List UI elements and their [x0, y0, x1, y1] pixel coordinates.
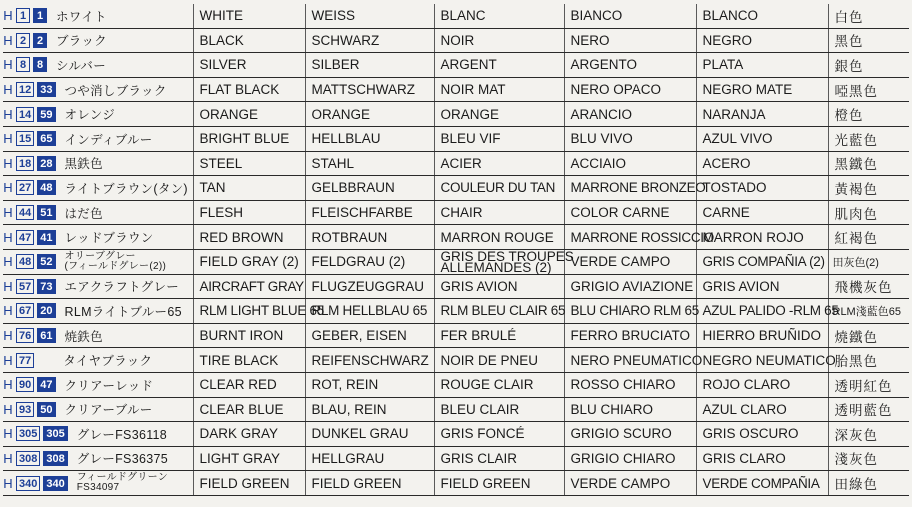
h-code-badge: 12 [16, 82, 34, 97]
h-code-badge: 340 [16, 476, 40, 491]
n-code-badge: 59 [37, 107, 55, 122]
chinese-name: 飛機灰色 [828, 274, 909, 299]
english-name: ORANGE [193, 102, 305, 127]
h-code-badge: 67 [16, 303, 34, 318]
chinese-name: 燒鐵色 [828, 323, 909, 348]
french-name: ROUGE CLAIR [434, 372, 564, 397]
h-prefix: H [3, 328, 13, 344]
french-name: FIELD GREEN [434, 471, 564, 496]
n-code-badge: 308 [43, 451, 67, 466]
japanese-name: インディブルー [64, 132, 153, 147]
color-rows [3, 4, 909, 495]
spanish-name: AZUL CLARO [696, 397, 828, 422]
chinese-name: 啞黑色 [828, 77, 909, 102]
italian-name: COLOR CARNE [564, 200, 696, 225]
japanese-name-line2: (フィールドグレー(2)) [64, 260, 167, 272]
h-prefix: H [3, 32, 13, 48]
italian-name: VERDE CAMPO [564, 249, 696, 274]
color-table [3, 4, 909, 496]
spanish-name: VERDE COMPAÑIA [696, 471, 828, 496]
french-name: GRIS FONCÉ [434, 422, 564, 447]
h-code-badge: 44 [16, 205, 34, 220]
english-name: FIELD GREEN [193, 471, 305, 496]
german-name: WEISS [305, 4, 434, 28]
table-row [3, 4, 909, 28]
french-name: ORANGE [434, 102, 564, 127]
japanese-name: ライトブラウン(タン) [64, 181, 188, 196]
table-row [3, 225, 909, 250]
italian-name: VERDE CAMPO [564, 471, 696, 496]
n-code-badge: 51 [37, 205, 55, 220]
french-name: BLEU VIF [434, 126, 564, 151]
french-name-line1: GRIS DES TROUPES [440, 248, 574, 264]
n-code-badge: 61 [37, 328, 55, 343]
table-row [3, 323, 909, 348]
german-name: DUNKEL GRAU [305, 422, 434, 447]
japanese-name: つや消しブラック [64, 83, 167, 98]
h-code-badge: 305 [16, 426, 40, 441]
japanese-name [59, 252, 167, 272]
german-name: FLUGZEUGGRAU [305, 274, 434, 299]
italian-name: BIANCO [564, 4, 696, 28]
chinese-name: 橙色 [828, 102, 909, 127]
german-name: GEBER, EISEN [305, 323, 434, 348]
code-cell [3, 249, 193, 274]
h-code-badge: 77 [16, 353, 34, 368]
japanese-name: ブラック [56, 34, 107, 49]
h-prefix: H [3, 131, 13, 147]
french-name: CHAIR [434, 200, 564, 225]
french-name: BLANC [434, 4, 564, 28]
h-code-badge: 57 [16, 279, 34, 294]
english-name: RLM LIGHT BLUE 65 [193, 299, 305, 324]
h-prefix: H [3, 205, 13, 221]
h-code-badge: 47 [16, 230, 34, 245]
english-name: BRIGHT BLUE [193, 126, 305, 151]
japanese-name: クリアーレッド [64, 378, 154, 393]
french-name: RLM BLEU CLAIR 65 [434, 299, 564, 324]
code-cell [3, 102, 193, 127]
japanese-name: グレーFS36375 [76, 452, 168, 467]
code-cell [3, 348, 193, 373]
h-prefix: H [3, 377, 13, 393]
table-row [3, 151, 909, 176]
h-code-badge: 14 [16, 107, 34, 122]
chinese-name: 胎黑色 [828, 348, 909, 373]
h-code-badge: 76 [16, 328, 34, 343]
n-code-badge: 1 [33, 8, 47, 23]
chinese-name: 深灰色 [828, 422, 909, 447]
table-row [3, 446, 909, 471]
japanese-name: シルバー [56, 58, 107, 73]
table-row [3, 28, 909, 53]
italian-name: NERO PNEUMATICO [564, 348, 696, 373]
english-name: CLEAR RED [193, 372, 305, 397]
italian-name: FERRO BRUCIATO [564, 323, 696, 348]
german-name: STAHL [305, 151, 434, 176]
english-name: FIELD GRAY (2) [193, 249, 305, 274]
chinese-name: 銀色 [828, 53, 909, 78]
spanish-name: NEGRO [696, 28, 828, 53]
french-name: ACIER [434, 151, 564, 176]
n-code-badge: 2 [33, 33, 47, 48]
h-code-badge: 27 [16, 180, 34, 195]
table-row [3, 397, 909, 422]
n-code-badge: 305 [43, 426, 67, 441]
japanese-name: クリアーブルー [64, 403, 153, 418]
h-prefix: H [3, 82, 13, 98]
english-name: FLESH [193, 200, 305, 225]
italian-name: BLU VIVO [564, 126, 696, 151]
table-row [3, 471, 909, 496]
chinese-name: 透明藍色 [828, 397, 909, 422]
english-name: FLAT BLACK [193, 77, 305, 102]
italian-name: ARANCIO [564, 102, 696, 127]
chinese-name: RLM淺藍色65 [828, 299, 909, 324]
english-name: LIGHT GRAY [193, 446, 305, 471]
english-name: WHITE [193, 4, 305, 28]
english-name: CLEAR BLUE [193, 397, 305, 422]
spanish-name: NEGRO MATE [696, 77, 828, 102]
japanese-name-line1: フィールドグリーン [76, 472, 169, 484]
japanese-name-line2: FS34097 [76, 482, 120, 494]
h-prefix: H [3, 401, 13, 417]
h-code-badge: 1 [16, 8, 30, 23]
japanese-name: はだ色 [64, 206, 103, 221]
italian-name: ARGENTO [564, 53, 696, 78]
code-cell [3, 471, 193, 496]
h-prefix: H [3, 155, 13, 171]
italian-name: NERO [564, 28, 696, 53]
french-name: NOIR DE PNEU [434, 348, 564, 373]
french-name: COULEUR DU TAN [434, 176, 564, 201]
french-name: ARGENT [434, 53, 564, 78]
french-name-line2: ALLEMANDES (2) [440, 259, 552, 275]
table-row [3, 126, 909, 151]
english-name: STEEL [193, 151, 305, 176]
italian-name: ACCIAIO [564, 151, 696, 176]
spanish-name: CARNE [696, 200, 828, 225]
spanish-name: GRIS CLARO [696, 446, 828, 471]
h-prefix: H [3, 180, 13, 196]
german-name: HELLBLAU [305, 126, 434, 151]
spanish-name: AZUL VIVO [696, 126, 828, 151]
chinese-name: 透明紅色 [828, 372, 909, 397]
table-row [3, 200, 909, 225]
german-name: GELBBRAUN [305, 176, 434, 201]
chinese-name: 田綠色 [828, 471, 909, 496]
table-row [3, 348, 909, 373]
table-row [3, 102, 909, 127]
n-code-badge: 50 [37, 402, 55, 417]
spanish-name: PLATA [696, 53, 828, 78]
german-name: BLAU, REIN [305, 397, 434, 422]
chinese-name: 肌肉色 [828, 200, 909, 225]
italian-name: MARRONE BRONZEO [564, 176, 696, 201]
german-name: FELDGRAU (2) [305, 249, 434, 274]
code-cell [3, 397, 193, 422]
table-row [3, 53, 909, 78]
german-name: HELLGRAU [305, 446, 434, 471]
chinese-name: 淺灰色 [828, 446, 909, 471]
h-code-badge: 90 [16, 377, 34, 392]
h-prefix: H [3, 106, 13, 122]
n-code-badge: 52 [37, 254, 55, 269]
h-code-badge: 15 [16, 131, 34, 146]
japanese-name: グレーFS36118 [76, 427, 168, 442]
japanese-name: RLMライトブルー65 [64, 304, 182, 319]
italian-name: ROSSO CHIARO [564, 372, 696, 397]
chinese-name: 田灰色(2) [828, 249, 909, 274]
spanish-name: HIERRO BRUÑIDO [696, 323, 828, 348]
english-name: TIRE BLACK [193, 348, 305, 373]
japanese-name: 黒鉄色 [64, 157, 103, 172]
h-prefix: H [3, 303, 13, 319]
japanese-name: エアクラフトグレー [64, 280, 180, 295]
french-name: MARRON ROUGE [434, 225, 564, 250]
n-code-badge: 41 [37, 230, 55, 245]
french-name: NOIR [434, 28, 564, 53]
n-code-badge: 340 [43, 476, 67, 491]
code-cell [3, 299, 193, 324]
code-cell [3, 53, 193, 78]
h-code-badge: 308 [16, 451, 40, 466]
italian-name: MARRONE ROSSICCIO [564, 225, 696, 250]
italian-name: NERO OPACO [564, 77, 696, 102]
spanish-name: ACERO [696, 151, 828, 176]
german-name: REIFENSCHWARZ [305, 348, 434, 373]
code-cell [3, 77, 193, 102]
spanish-name: GRIS COMPAÑIA (2) [696, 249, 828, 274]
chinese-name: 黑鐵色 [828, 151, 909, 176]
n-code-badge: 28 [37, 156, 55, 171]
h-prefix: H [3, 229, 13, 245]
german-name: ROTBRAUN [305, 225, 434, 250]
french-name: BLEU CLAIR [434, 397, 564, 422]
german-name: RLM HELLBLAU 65 [305, 299, 434, 324]
table-row [3, 249, 909, 274]
italian-name: GRIGIO CHIARO [564, 446, 696, 471]
code-cell [3, 4, 193, 28]
chinese-name: 黃褐色 [828, 176, 909, 201]
chinese-name: 紅褐色 [828, 225, 909, 250]
code-cell [3, 28, 193, 53]
english-name: SILVER [193, 53, 305, 78]
code-cell [3, 323, 193, 348]
german-name: ORANGE [305, 102, 434, 127]
n-code-badge: 65 [37, 131, 55, 146]
english-name: RED BROWN [193, 225, 305, 250]
table-row [3, 372, 909, 397]
german-name: SCHWARZ [305, 28, 434, 53]
french-name: NOIR MAT [434, 77, 564, 102]
english-name: BLACK [193, 28, 305, 53]
h-prefix: H [3, 426, 13, 442]
japanese-name: レッドブラウン [64, 231, 154, 246]
code-cell [3, 200, 193, 225]
french-name: GRIS AVION [434, 274, 564, 299]
spanish-name: GRIS OSCURO [696, 422, 828, 447]
spanish-name: NARANJA [696, 102, 828, 127]
japanese-name: オレンジ [64, 108, 116, 123]
code-cell [3, 176, 193, 201]
spanish-name: BLANCO [696, 4, 828, 28]
h-prefix: H [3, 254, 13, 270]
h-code-badge: 2 [16, 33, 30, 48]
japanese-name-line1: オリーブグレー [64, 250, 136, 262]
italian-name: BLU CHIARO RLM 65 [564, 299, 696, 324]
spanish-name: AZUL PALIDO -RLM 65 [696, 299, 828, 324]
spanish-name: TOSTADO [696, 176, 828, 201]
n-code-badge: 47 [37, 377, 55, 392]
german-name: MATTSCHWARZ [305, 77, 434, 102]
japanese-name: タイヤブラック [63, 354, 153, 369]
italian-name: BLU CHIARO [564, 397, 696, 422]
h-code-badge: 18 [16, 156, 34, 171]
chinese-name: 光藍色 [828, 126, 909, 151]
spanish-name: GRIS AVION [696, 274, 828, 299]
code-cell [3, 446, 193, 471]
h-prefix: H [3, 8, 13, 24]
n-code-badge: 20 [37, 303, 55, 318]
german-name: SILBER [305, 53, 434, 78]
code-cell [3, 274, 193, 299]
french-name [434, 248, 574, 275]
h-prefix: H [3, 57, 13, 73]
english-name: TAN [193, 176, 305, 201]
german-name: FLEISCHFARBE [305, 200, 434, 225]
table-row [3, 176, 909, 201]
spanish-name: ROJO CLARO [696, 372, 828, 397]
japanese-name: ホワイト [56, 9, 107, 24]
english-name: AIRCRAFT GRAY [193, 274, 305, 299]
italian-name: GRIGIO AVIAZIONE [564, 274, 696, 299]
italian-name: GRIGIO SCURO [564, 422, 696, 447]
n-code-badge: 33 [37, 82, 55, 97]
h-prefix: H [3, 352, 13, 368]
code-cell [3, 151, 193, 176]
h-prefix: H [3, 450, 13, 466]
code-cell [3, 372, 193, 397]
table-row [3, 299, 909, 324]
table-row [3, 77, 909, 102]
spanish-name: MARRON ROJO [696, 225, 828, 250]
h-prefix: H [3, 278, 13, 294]
chinese-name: 白色 [828, 4, 909, 28]
n-code-badge: 8 [33, 57, 47, 72]
code-cell [3, 422, 193, 447]
h-code-badge: 93 [16, 402, 34, 417]
german-name: FIELD GREEN [305, 471, 434, 496]
japanese-name: 焼鉄色 [64, 329, 103, 344]
german-name: ROT, REIN [305, 372, 434, 397]
english-name: DARK GRAY [193, 422, 305, 447]
table-row [3, 274, 909, 299]
table-row [3, 422, 909, 447]
h-prefix: H [3, 475, 13, 491]
spanish-name: NEGRO NEUMATICO [696, 348, 828, 373]
n-code-badge: 73 [37, 279, 55, 294]
french-name: FER BRULÉ [434, 323, 564, 348]
code-cell [3, 225, 193, 250]
code-cell [3, 126, 193, 151]
n-code-badge: 48 [37, 180, 55, 195]
h-code-badge: 8 [16, 57, 30, 72]
english-name: BURNT IRON [193, 323, 305, 348]
japanese-name [71, 473, 168, 493]
french-name: GRIS CLAIR [434, 446, 564, 471]
chinese-name: 黑色 [828, 28, 909, 53]
h-code-badge: 48 [16, 254, 34, 269]
